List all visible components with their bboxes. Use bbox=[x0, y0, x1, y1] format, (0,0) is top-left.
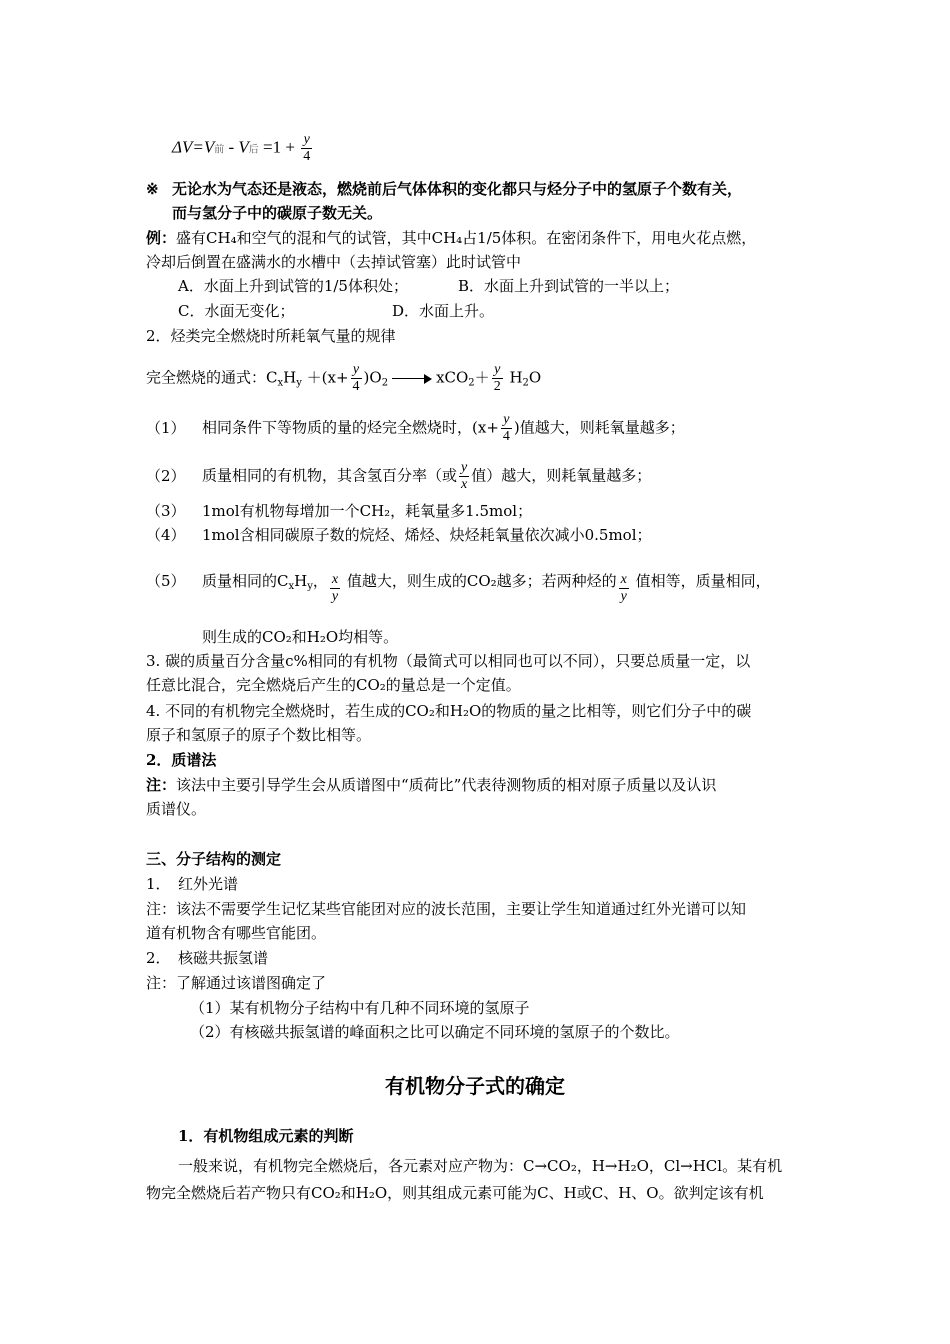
example-text-1: 盛有CH₄和空气的混和气的试管，其中CH₄占1/5体积。在密闭条件下，用电火花点燃， bbox=[176, 229, 757, 247]
rule-text-post: 值相等，质量相同， bbox=[630, 572, 771, 590]
formula-plus-2: ＋ bbox=[474, 368, 490, 387]
note-mark: ※ bbox=[146, 180, 159, 198]
sub-x: x bbox=[288, 581, 295, 592]
fraction-denominator: 4 bbox=[303, 149, 311, 164]
section-2-title: 2．烃类完全燃烧时所耗氧气量的规律 bbox=[146, 327, 396, 345]
example-label: 例： bbox=[146, 229, 177, 247]
rule-h: H bbox=[294, 572, 308, 590]
fraction-denominator: x bbox=[461, 477, 468, 492]
formula-plus-open: ＋(x+ bbox=[301, 368, 349, 387]
rule-5 bbox=[146, 568, 771, 605]
ir-note-line-1: 注：该法不需要学生记忆某些官能团对应的波长范围，主要让学生知道通过红外光谱可以知 bbox=[146, 900, 747, 918]
rule-1 bbox=[146, 412, 685, 445]
rule-2 bbox=[146, 460, 651, 493]
delta-v-formula bbox=[172, 132, 314, 165]
rule-text-post: )值越大，则耗氧量越多； bbox=[513, 418, 685, 437]
sub-x: x bbox=[277, 377, 284, 389]
nmr-note: 注：了解通过该谱图确定了 bbox=[146, 974, 327, 992]
y-over-x-fraction bbox=[459, 460, 469, 493]
subsection-1-line-1: 一般来说，有机物完全燃烧后，各元素对应产物为：C→CO₂，H→H₂O，Cl→HCl。某有机 bbox=[178, 1157, 783, 1175]
rule-number: （3） bbox=[146, 502, 186, 520]
rule-5-continuation: 则生成的CO₂和H₂O均相等。 bbox=[202, 628, 399, 646]
rule-3 bbox=[146, 500, 532, 522]
page-heading: 有机物分子式的确定 bbox=[385, 1074, 565, 1098]
rule-4 bbox=[146, 524, 652, 546]
fraction-denominator: 2 bbox=[493, 379, 501, 394]
para-4-line-2: 原子和氢原子的原子个数比相等。 bbox=[146, 726, 372, 744]
rule-comma: ， bbox=[312, 572, 328, 590]
v-pre-symbol: =V bbox=[192, 137, 215, 157]
subsection-1-line-2: 物完全燃烧后若产物只有CO₂和H₂O，则其组成元素可能为C、H或C、H、O。欲判定该有机 bbox=[146, 1184, 764, 1202]
formula-h: H bbox=[283, 368, 297, 387]
rule-text: 1mol含相同碳原子数的烷烃、烯烃、炔烃耗氧量依次减小0.5mol； bbox=[202, 526, 652, 544]
rule-text-post: 值）越大，则耗氧量越多； bbox=[471, 466, 652, 485]
fraction-denominator: y bbox=[331, 589, 339, 604]
example-line-2: 冷却后倒置在盛满水的水槽中（去掉试管塞）此时试管中 bbox=[146, 253, 522, 271]
rule-number: （2） bbox=[146, 466, 186, 485]
sub-2: 2 bbox=[381, 377, 389, 389]
para-3-line-1: 3. 碳的质量百分含量c%相同的有机物（最简式可以相同也可以不同），只要总质量一定，以 bbox=[146, 652, 751, 670]
fraction-numerator: x bbox=[620, 572, 627, 587]
mass-spec-note-text: 该法中主要引导学生会从质谱图中“质荷比”代表待测物质的相对原子质量以及认识 bbox=[176, 776, 717, 794]
rule-text: 1mol有机物每增加一个CH₂，耗氧量多1.5mol； bbox=[202, 502, 533, 520]
option-c: C．水面无变化； bbox=[178, 302, 295, 320]
fraction-denominator: y bbox=[620, 589, 627, 604]
reaction-arrow-icon bbox=[392, 374, 432, 384]
sub-2: 2 bbox=[522, 377, 529, 389]
sub-y: y bbox=[296, 377, 302, 389]
y-over-2-fraction bbox=[492, 362, 503, 395]
post-subscript: 后 bbox=[248, 144, 259, 156]
y-over-4-fraction bbox=[301, 132, 312, 165]
ir-note-line-2: 道有机物含有哪些官能团。 bbox=[146, 924, 327, 942]
equals-one-plus: =1 + bbox=[258, 137, 300, 157]
mass-spec-title: 2．质谱法 bbox=[146, 751, 217, 769]
formula-h2o-h: H bbox=[504, 368, 523, 387]
v-post-symbol: - V bbox=[224, 137, 249, 157]
rule-number: （1） bbox=[146, 418, 186, 437]
y-over-4-fraction bbox=[351, 362, 362, 395]
sub-2: 2 bbox=[468, 377, 475, 389]
combustion-formula bbox=[146, 362, 541, 397]
fraction-denominator: 4 bbox=[352, 379, 360, 394]
rule-number: （5） bbox=[146, 572, 186, 590]
formula-product: xCO bbox=[436, 368, 469, 387]
formula-close-o2: )O bbox=[363, 368, 382, 387]
section-3-title: 三、分子结构的测定 bbox=[146, 850, 282, 868]
fraction-numerator: y bbox=[492, 362, 503, 379]
note-line-2: 而与氢分子中的碳原子数无关。 bbox=[172, 204, 383, 222]
rule-text-pre: 相同条件下等物质的量的烃完全燃烧时，(x+ bbox=[202, 418, 499, 437]
nmr-item-1: （1）某有机物分子结构中有几种不同环境的氢原子 bbox=[190, 999, 530, 1017]
fraction-numerator: x bbox=[331, 572, 339, 587]
formula-h2o-o: O bbox=[528, 368, 542, 387]
nmr-item-2: （2）有核磁共振氢谱的峰面积之比可以确定不同环境的氢原子的个数比。 bbox=[190, 1023, 680, 1041]
fraction-denominator: 4 bbox=[502, 429, 510, 444]
option-a: A．水面上升到试管的1/5体积处； bbox=[178, 277, 408, 295]
mass-spec-note-line-2: 质谱仪。 bbox=[146, 800, 207, 818]
note-line-1: 无论水为气态还是液态，燃烧前后气体体积的变化都只与烃分子中的氢原子个数有关， bbox=[172, 180, 743, 198]
x-over-y-fraction bbox=[619, 572, 629, 605]
option-d: D．水面上升。 bbox=[392, 302, 495, 320]
example-line-1 bbox=[146, 227, 756, 249]
formula-prefix: 完全燃烧的通式：C bbox=[146, 368, 278, 387]
fraction-numerator: y bbox=[351, 362, 362, 379]
nmr-title: 2． 核磁共振氢谱 bbox=[146, 949, 269, 967]
fraction-numerator: y bbox=[461, 460, 468, 475]
y-over-4-fraction bbox=[501, 412, 512, 445]
sub-y: y bbox=[307, 581, 313, 592]
subsection-1-title: 1．有机物组成元素的判断 bbox=[178, 1127, 354, 1145]
rule-number: （4） bbox=[146, 526, 186, 544]
rule-text-pre: 质量相同的C bbox=[202, 572, 289, 590]
rule-text-mid: 值越大，则生成的CO₂越多；若两种烃的 bbox=[342, 572, 617, 590]
para-3-line-2: 任意比混合，完全燃烧后产生的CO₂的量总是一个定值。 bbox=[146, 676, 521, 694]
mass-spec-note-label: 注： bbox=[146, 776, 177, 794]
ir-title: 1． 红外光谱 bbox=[146, 875, 239, 893]
para-4-line-1: 4. 不同的有机物完全燃烧时，若生成的CO₂和H₂O的物质的量之比相等，则它们分子中的碳 bbox=[146, 702, 752, 720]
fraction-numerator: y bbox=[501, 412, 512, 429]
pre-subscript: 前 bbox=[214, 144, 225, 156]
rule-text-pre: 质量相同的有机物，其含氢百分率（或 bbox=[202, 466, 458, 485]
option-b: B．水面上升到试管的一半以上； bbox=[458, 277, 680, 295]
x-over-y-fraction bbox=[330, 572, 340, 605]
fraction-numerator: y bbox=[301, 132, 312, 149]
mass-spec-note-line-1 bbox=[146, 774, 716, 796]
delta-v-symbol: ΔV bbox=[172, 137, 193, 157]
